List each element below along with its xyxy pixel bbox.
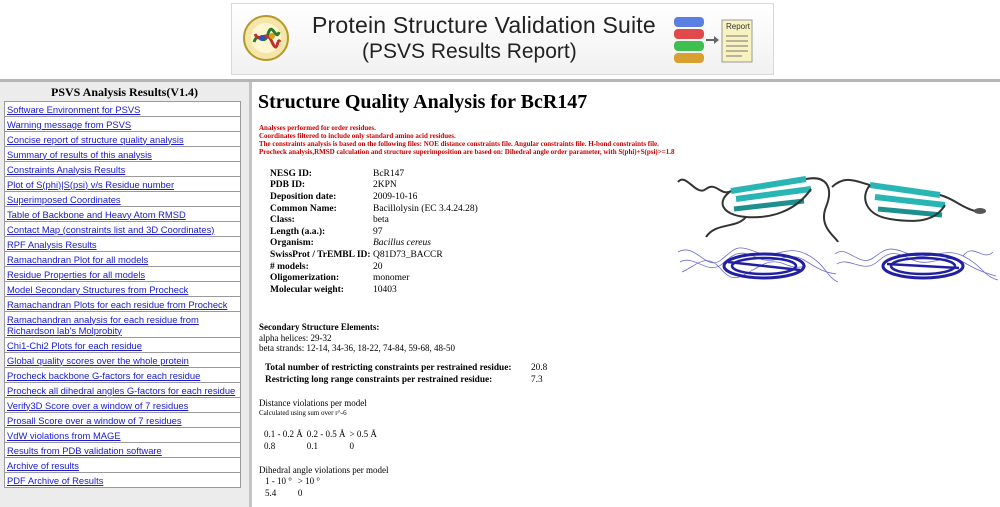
info-value: 2009-10-16 xyxy=(373,191,418,202)
beta-strands-text: beta strands: 12-14, 34-36, 18-22, 74-84, 59-68, 48-50 xyxy=(259,343,455,353)
alpha-helices-text: alpha helices: 29-32 xyxy=(259,332,332,343)
info-value: 10403 xyxy=(373,284,397,295)
sidebar-item-contact-map[interactable]: Contact Map (constraints list and 3D Coordinates) xyxy=(4,222,241,237)
info-value: 20 xyxy=(373,261,383,272)
section-subtext: Calculated using sum over r^-6 xyxy=(259,409,347,417)
column-header: > 10 ° xyxy=(297,476,321,486)
note-line: Procheck analysis,RMSD calculation and structure superimposition are based on: Dihedral angle order parameter, with S(phi)+S(psi)>=1.8 xyxy=(259,148,675,156)
table-cell: 0.8 xyxy=(264,441,276,451)
table-row xyxy=(265,214,478,226)
column-header: > 0.5 Å xyxy=(349,429,377,439)
sidebar-item-chi1-chi2[interactable]: Chi1-Chi2 Plots for each residue xyxy=(4,338,241,353)
section-heading: Distance violations per model xyxy=(259,398,367,408)
dihedral-violations-table xyxy=(262,475,323,499)
sidebar-item-software-environment[interactable]: Software Environment for PSVS xyxy=(4,101,241,117)
sidebar-item-ramachandran-each-procheck[interactable]: Ramachandran Plots for each residue from Procheck xyxy=(4,297,241,312)
table-header-row xyxy=(262,475,323,487)
secondary-structure-section xyxy=(259,322,455,354)
banner-title: Protein Structure Validation Suite xyxy=(312,12,656,38)
sidebar-item-pdf-archive[interactable]: PDF Archive of Results xyxy=(4,473,241,488)
banner-box xyxy=(231,3,774,75)
info-key: NESG ID: xyxy=(270,168,312,179)
distance-violations-table xyxy=(262,428,379,452)
sidebar xyxy=(0,82,252,507)
table-row xyxy=(265,284,478,296)
table-row xyxy=(265,261,478,273)
table-row xyxy=(265,272,478,284)
sidebar-item-residue-properties[interactable]: Residue Properties for all models xyxy=(4,267,241,282)
info-value: beta xyxy=(373,215,389,226)
analysis-notes xyxy=(259,124,779,156)
sidebar-item-rmsd-table[interactable]: Table of Backbone and Heavy Atom RMSD xyxy=(4,207,241,222)
sidebar-item-archive[interactable]: Archive of results xyxy=(4,458,241,473)
restraint-key: Total number of restricting constraints per restrained residue: xyxy=(265,363,512,373)
sidebar-item-warning-message[interactable]: Warning message from PSVS xyxy=(4,117,241,132)
sidebar-item-summary[interactable]: Summary of results of this analysis xyxy=(4,147,241,162)
table-header-row xyxy=(262,428,379,440)
restraint-value: 7.3 xyxy=(531,375,543,385)
sidebar-item-sphi-spsi-plot[interactable]: Plot of S(phi)|S(psi) v/s Residue number xyxy=(4,177,241,192)
sidebar-item-ramachandran-all[interactable]: Ramachandran Plot for all models xyxy=(4,252,241,267)
table-row xyxy=(265,226,478,238)
column-header: 0.2 - 0.5 Å xyxy=(306,429,346,439)
sidebar-item-concise-report[interactable]: Concise report of structure quality analysis xyxy=(4,132,241,147)
sidebar-item-verify3d[interactable]: Verify3D Score over a window of 7 residues xyxy=(4,398,241,413)
info-value: BcR147 xyxy=(373,168,405,179)
page-title: Structure Quality Analysis for BcR147 xyxy=(258,91,588,113)
table-row xyxy=(265,238,478,250)
info-key: Deposition date: xyxy=(270,191,337,202)
main-content xyxy=(258,82,1000,507)
info-value: Bacillolysin (EC 3.4.24.28) xyxy=(373,203,478,214)
sidebar-item-model-secondary-structures[interactable]: Model Secondary Structures from Procheck xyxy=(4,282,241,297)
banner-subtitle: (PSVS Results Report) xyxy=(362,40,577,63)
info-value: 2KPN xyxy=(373,180,397,191)
column-header: 1 - 10 ° xyxy=(265,476,292,486)
table-row xyxy=(265,249,478,261)
table-row xyxy=(262,440,379,452)
sidebar-item-superimposed-coordinates[interactable]: Superimposed Coordinates xyxy=(4,192,241,207)
info-key: PDB ID: xyxy=(270,180,306,191)
info-key: Molecular weight: xyxy=(270,284,344,295)
sidebar-title: PSVS Analysis Results(V1.4) xyxy=(50,85,199,99)
table-cell: 0.1 xyxy=(306,441,318,451)
sidebar-item-pdb-validation[interactable]: Results from PDB validation software xyxy=(4,443,241,458)
column-header: 0.1 - 0.2 Å xyxy=(264,429,303,439)
info-value: monomer xyxy=(373,273,410,284)
section-heading: Secondary Structure Elements: xyxy=(259,322,380,332)
sidebar-item-rpf-analysis[interactable]: RPF Analysis Results xyxy=(4,237,241,252)
sidebar-item-vdw-violations[interactable]: VdW violations from MAGE xyxy=(4,428,241,443)
distance-violations-section xyxy=(259,398,367,418)
sidebar-item-backbone-gfactors[interactable]: Procheck backbone G-factors for each residue xyxy=(4,368,241,383)
table-row xyxy=(265,191,478,203)
table-cell: 5.4 xyxy=(265,488,277,498)
table-row xyxy=(262,487,323,499)
info-key: Organism: xyxy=(270,238,314,249)
table-row xyxy=(265,168,478,180)
table-row xyxy=(262,362,549,374)
dihedral-violations-heading: Dihedral angle violations per model xyxy=(259,465,389,475)
sidebar-item-global-quality[interactable]: Global quality scores over the whole protein xyxy=(4,353,241,368)
info-key: Class: xyxy=(270,215,295,226)
info-key: # models: xyxy=(270,261,309,272)
info-value: 97 xyxy=(373,226,383,237)
info-key: Common Name: xyxy=(270,203,337,214)
restraint-key: Restricting long range constraints per restrained residue: xyxy=(265,375,493,385)
report-label: Report xyxy=(726,22,751,31)
note-line: Coordinates filtered to include only standard amino acid residues. xyxy=(259,132,456,140)
restraint-value: 20.8 xyxy=(531,363,548,373)
sidebar-item-dihedral-gfactors[interactable]: Procheck all dihedral angles G-factors for each residue xyxy=(4,383,241,398)
info-key: Length (a.a.): xyxy=(270,226,326,237)
table-cell: 0 xyxy=(297,488,303,498)
note-line: Analyses performed for order residues. xyxy=(259,124,376,132)
sidebar-nav xyxy=(4,101,241,488)
info-key: SwissProt / TrEMBL ID: xyxy=(270,249,371,260)
header-banner xyxy=(0,0,1000,77)
protein-info-table xyxy=(265,168,478,296)
ensemble-structure-image xyxy=(676,232,841,294)
sidebar-item-prosall[interactable]: Prosall Score over a window of 7 residues xyxy=(4,413,241,428)
restraints-table xyxy=(262,362,549,386)
table-row xyxy=(262,374,549,386)
sidebar-item-ramachandran-molprobity[interactable]: Ramachandran analysis for each residue from Richardson lab's Molprobity xyxy=(4,312,241,338)
table-row xyxy=(265,180,478,192)
sidebar-item-constraints-analysis[interactable]: Constraints Analysis Results xyxy=(4,162,241,177)
ensemble-structure-image xyxy=(833,232,1000,294)
note-line: The constraints analysis is based on the following files: NOE distance constraints file. Angular constraints file. H-bond constraints file. xyxy=(259,140,659,148)
report-icon xyxy=(672,14,767,66)
table-cell: 0 xyxy=(349,441,354,451)
info-value: Q81D73_BACCR xyxy=(373,249,443,260)
info-value: Bacillus cereus xyxy=(373,238,431,249)
table-row xyxy=(265,203,478,215)
nesg-logo-icon xyxy=(242,12,290,64)
info-key: Oligomerization: xyxy=(270,273,340,284)
